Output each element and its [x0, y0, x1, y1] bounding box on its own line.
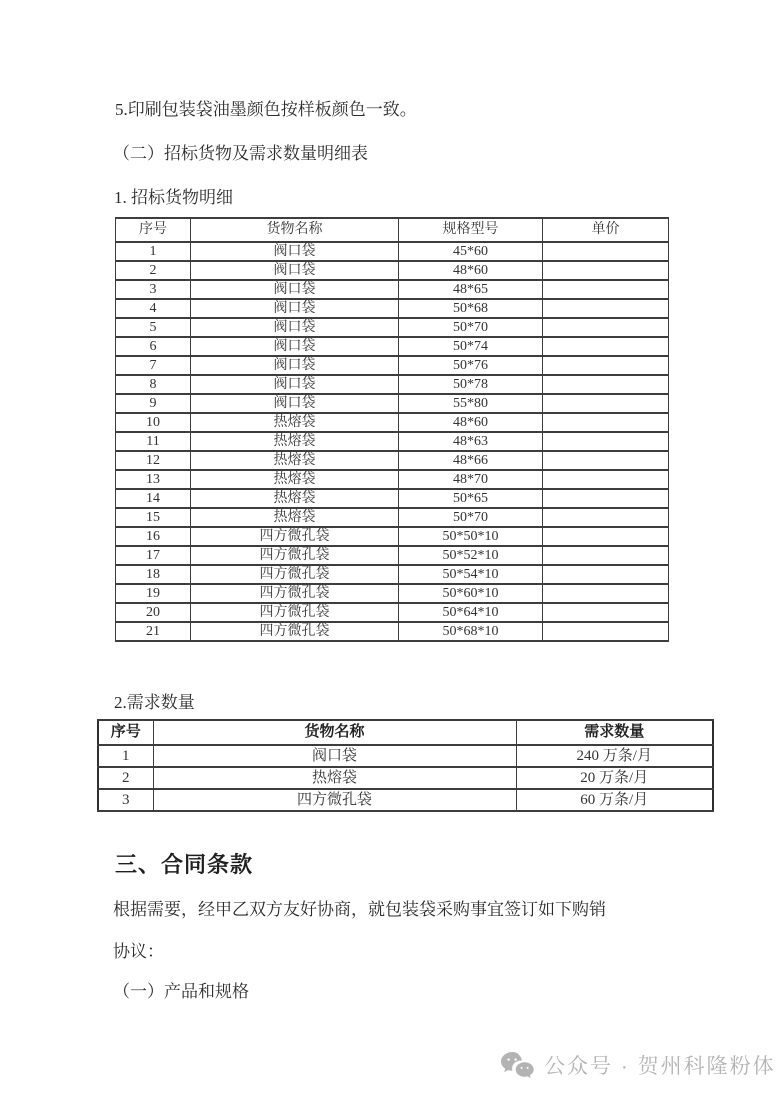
table-row	[116, 527, 669, 546]
section2-heading: （二）招标货物及需求数量明细表	[113, 144, 368, 163]
table-cell: 48*70	[399, 470, 543, 489]
table-header-cell: 需求数量	[516, 720, 713, 745]
item5-text: 5.印刷包装袋油墨颜色按样板颜色一致。	[115, 100, 417, 119]
table-cell: 18	[116, 565, 191, 584]
table-cell: 4	[116, 299, 191, 318]
goods-detail-heading: 1. 招标货物明细	[114, 188, 233, 207]
table-row	[116, 489, 669, 508]
table-row	[116, 546, 669, 565]
table-cell	[543, 394, 669, 413]
table-row	[116, 280, 669, 299]
table-row	[116, 603, 669, 622]
table-header-cell: 单价	[543, 218, 669, 242]
demand-table-header-row	[98, 720, 713, 745]
goods-table	[115, 217, 669, 642]
table-cell: 50*54*10	[399, 565, 543, 584]
table-cell: 7	[116, 356, 191, 375]
table-cell	[543, 413, 669, 432]
table-cell: 14	[116, 489, 191, 508]
table-cell: 阀口袋	[153, 745, 516, 767]
table-row	[116, 337, 669, 356]
table-cell: 9	[116, 394, 191, 413]
wechat-icon	[500, 1051, 534, 1080]
table-cell: 50*52*10	[399, 546, 543, 565]
contract-line2: 协议：	[113, 942, 164, 961]
table-cell: 60 万条/月	[516, 789, 713, 811]
table-cell: 16	[116, 527, 191, 546]
table-cell: 阀口袋	[191, 261, 399, 280]
table-row	[98, 745, 713, 767]
table-cell: 240 万条/月	[516, 745, 713, 767]
table-cell: 阀口袋	[191, 280, 399, 299]
table-cell: 13	[116, 470, 191, 489]
table-cell: 6	[116, 337, 191, 356]
table-cell: 2	[116, 261, 191, 280]
table-header-cell: 规格型号	[399, 218, 543, 242]
table-cell	[543, 451, 669, 470]
table-cell	[543, 261, 669, 280]
table-row	[116, 375, 669, 394]
table-cell: 阀口袋	[191, 356, 399, 375]
table-row	[98, 789, 713, 811]
table-cell	[543, 337, 669, 356]
table-cell: 50*68*10	[399, 622, 543, 641]
table-header-cell: 序号	[116, 218, 191, 242]
table-cell: 四方微孔袋	[191, 565, 399, 584]
table-cell: 四方微孔袋	[153, 789, 516, 811]
table-cell: 四方微孔袋	[191, 527, 399, 546]
table-cell: 55*80	[399, 394, 543, 413]
table-cell: 热熔袋	[191, 489, 399, 508]
table-cell: 50*64*10	[399, 603, 543, 622]
table-row	[116, 394, 669, 413]
table-cell	[543, 622, 669, 641]
table-cell: 阀口袋	[191, 318, 399, 337]
table-row	[116, 584, 669, 603]
table-cell	[543, 432, 669, 451]
table-cell	[543, 508, 669, 527]
table-row	[116, 470, 669, 489]
table-cell: 热熔袋	[191, 432, 399, 451]
table-row	[116, 356, 669, 375]
table-cell: 热熔袋	[191, 413, 399, 432]
table-cell: 50*60*10	[399, 584, 543, 603]
contract-line1: 根据需要，经甲乙双方友好协商，就包装袋采购事宜签订如下购销	[113, 900, 606, 919]
table-row	[116, 432, 669, 451]
watermark	[500, 1050, 776, 1080]
table-cell: 12	[116, 451, 191, 470]
table-cell	[543, 280, 669, 299]
table-cell	[543, 375, 669, 394]
table-cell: 20 万条/月	[516, 767, 713, 789]
table-cell	[543, 470, 669, 489]
table-cell: 阀口袋	[191, 375, 399, 394]
table-cell: 热熔袋	[191, 508, 399, 527]
table-cell: 阀口袋	[191, 394, 399, 413]
demand-table	[97, 719, 714, 812]
table-cell: 热熔袋	[191, 451, 399, 470]
table-row	[116, 508, 669, 527]
table-cell: 3	[98, 789, 153, 811]
table-cell: 50*68	[399, 299, 543, 318]
table-cell: 50*74	[399, 337, 543, 356]
table-cell: 阀口袋	[191, 299, 399, 318]
table-cell: 50*70	[399, 318, 543, 337]
table-cell: 15	[116, 508, 191, 527]
table-row	[116, 261, 669, 280]
table-header-cell: 货物名称	[153, 720, 516, 745]
table-cell	[543, 603, 669, 622]
table-cell	[543, 299, 669, 318]
table-cell: 50*50*10	[399, 527, 543, 546]
table-cell: 热熔袋	[191, 470, 399, 489]
watermark-text: 公众号 · 贺州科隆粉体	[544, 1055, 776, 1078]
goods-table-header-row	[116, 218, 669, 242]
table-cell: 50*78	[399, 375, 543, 394]
table-cell: 45*60	[399, 242, 543, 261]
table-cell: 8	[116, 375, 191, 394]
table-cell: 1	[116, 242, 191, 261]
table-row	[116, 242, 669, 261]
table-row	[116, 451, 669, 470]
table-cell: 48*60	[399, 413, 543, 432]
table-cell: 10	[116, 413, 191, 432]
table-row	[116, 622, 669, 641]
table-cell: 3	[116, 280, 191, 299]
table-cell: 阀口袋	[191, 337, 399, 356]
table-cell: 48*66	[399, 451, 543, 470]
table-header-cell: 序号	[98, 720, 153, 745]
table-header-cell: 货物名称	[191, 218, 399, 242]
table-cell: 四方微孔袋	[191, 622, 399, 641]
table-cell: 热熔袋	[153, 767, 516, 789]
table-cell	[543, 584, 669, 603]
table-cell	[543, 489, 669, 508]
table-cell	[543, 356, 669, 375]
table-row	[116, 318, 669, 337]
table-row	[98, 767, 713, 789]
product-spec-heading: （一）产品和规格	[113, 982, 249, 1001]
demand-heading: 2.需求数量	[114, 693, 195, 712]
table-cell: 50*70	[399, 508, 543, 527]
table-cell	[543, 546, 669, 565]
table-cell: 四方微孔袋	[191, 546, 399, 565]
table-cell: 50*65	[399, 489, 543, 508]
table-cell: 2	[98, 767, 153, 789]
table-cell	[543, 318, 669, 337]
table-cell: 11	[116, 432, 191, 451]
table-cell: 48*60	[399, 261, 543, 280]
table-cell: 阀口袋	[191, 242, 399, 261]
table-cell: 21	[116, 622, 191, 641]
table-cell	[543, 527, 669, 546]
table-row	[116, 413, 669, 432]
table-row	[116, 299, 669, 318]
table-cell: 四方微孔袋	[191, 584, 399, 603]
table-cell: 48*63	[399, 432, 543, 451]
table-cell: 48*65	[399, 280, 543, 299]
table-cell	[543, 565, 669, 584]
table-cell: 17	[116, 546, 191, 565]
table-cell: 1	[98, 745, 153, 767]
table-row	[116, 565, 669, 584]
table-cell: 19	[116, 584, 191, 603]
table-cell: 20	[116, 603, 191, 622]
table-cell: 50*76	[399, 356, 543, 375]
table-cell	[543, 242, 669, 261]
table-cell: 5	[116, 318, 191, 337]
contract-heading: 三、合同条款	[115, 852, 254, 877]
table-cell: 四方微孔袋	[191, 603, 399, 622]
